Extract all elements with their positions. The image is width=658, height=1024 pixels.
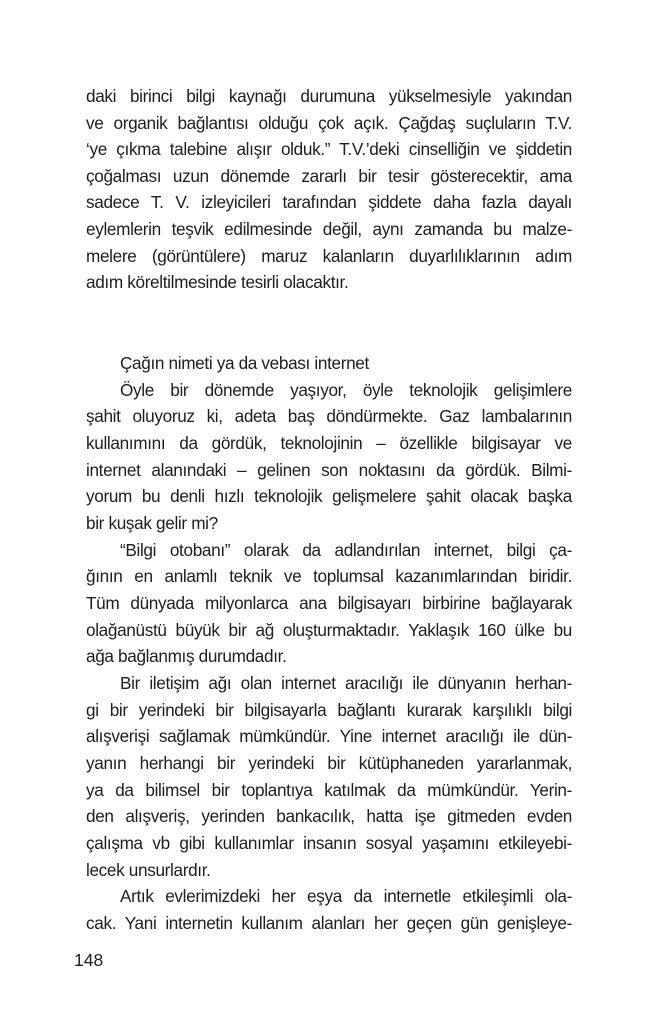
page-number: 148 xyxy=(74,950,104,970)
text-line: daki birinci bilgi kaynağı durumuna yükselmesiyle yakından xyxy=(86,86,572,106)
text-line: ğının en anlamlı teknik ve toplumsal kazanımlarından biridir. xyxy=(86,566,572,586)
text-line: çoğalması uzun dönemde zararlı bir tesir gösterecektir, ama xyxy=(86,166,572,186)
text-line: ağa bağlanmış durumdadır. xyxy=(86,646,287,666)
text-line: yanın herhangi bir yerindeki bir kütüphaneden yararlanmak, xyxy=(86,753,572,773)
text-line: adım köreltilmesinde tesirli olacaktır. xyxy=(86,272,349,292)
text-line: Tüm dünyada milyonlarca ana bilgisayarı birbirine bağlayarak xyxy=(86,593,572,613)
text-line: gi bir yerindeki bir bilgisayarla bağlantı kurarak karşılıklı bilgi xyxy=(86,700,572,720)
text-line: eylemlerin teşvik edilmesinde değil, aynı zamanda bu malze- xyxy=(86,219,572,239)
text-line: melere (görüntülere) maruz kalanların duyarlılıklarının adım xyxy=(86,246,572,266)
text-line: cak. Yani internetin kullanım alanları her geçen gün genişleye- xyxy=(86,913,572,933)
text-line: den alışveriş, yerinden bankacılık, hatta işe gitmeden evden xyxy=(86,806,572,826)
text-line: olağanüstü büyük bir ağ oluşturmaktadır. Yaklaşık 160 ülke bu xyxy=(86,620,572,640)
text-line: sadece T. V. izleyicileri tarafından şiddete daha fazla dayalı xyxy=(86,192,572,212)
text-line: ve organik bağlantısı olduğu çok açık. Çağdaş suçluların T.V. xyxy=(86,113,572,133)
text-line: alışverişi sağlamak mümkündür. Yine internet aracılığı ile dün- xyxy=(86,726,572,746)
text-line: şahit oluyoruz ki, adeta baş döndürmekte. Gaz lambalarının xyxy=(86,406,572,426)
text-line: ‘ye çıkma talebine alışır olduk.” T.V.’deki cinselliğin ve şiddetin xyxy=(86,139,572,159)
text-line: Öyle bir dönemde yaşıyor, öyle teknolojik gelişimlere xyxy=(120,380,572,400)
text-line: “Bilgi otobanı” olarak da adlandırılan internet, bilgi ça- xyxy=(120,540,572,560)
text-line: Bir iletişim ağı olan internet aracılığı ile dünyanın herhan- xyxy=(120,673,572,693)
text-line: kullanımını da gördük, teknolojinin – özellikle bilgisayar ve xyxy=(86,433,572,453)
text-line: çalışma vb gibi kullanımlar insanın sosyal yaşamını etkileyebi- xyxy=(86,833,572,853)
text-line: bir kuşak gelir mi? xyxy=(86,513,218,533)
text-line: internet alanındaki – gelinen son noktasını da gördük. Bilmi- xyxy=(86,460,572,480)
text-line: lecek unsurlardır. xyxy=(86,860,211,880)
section-heading: Çağın nimeti ya da vebası internet xyxy=(120,353,369,373)
text-line: ya da bilimsel bir toplantıya katılmak da mümkündür. Yerin- xyxy=(86,780,572,800)
text-line: Artık evlerimizdeki her eşya da internetle etkileşimli ola- xyxy=(120,886,572,906)
text-line: yorum bu denli hızlı teknolojik gelişmelere şahit olacak başka xyxy=(86,486,572,506)
